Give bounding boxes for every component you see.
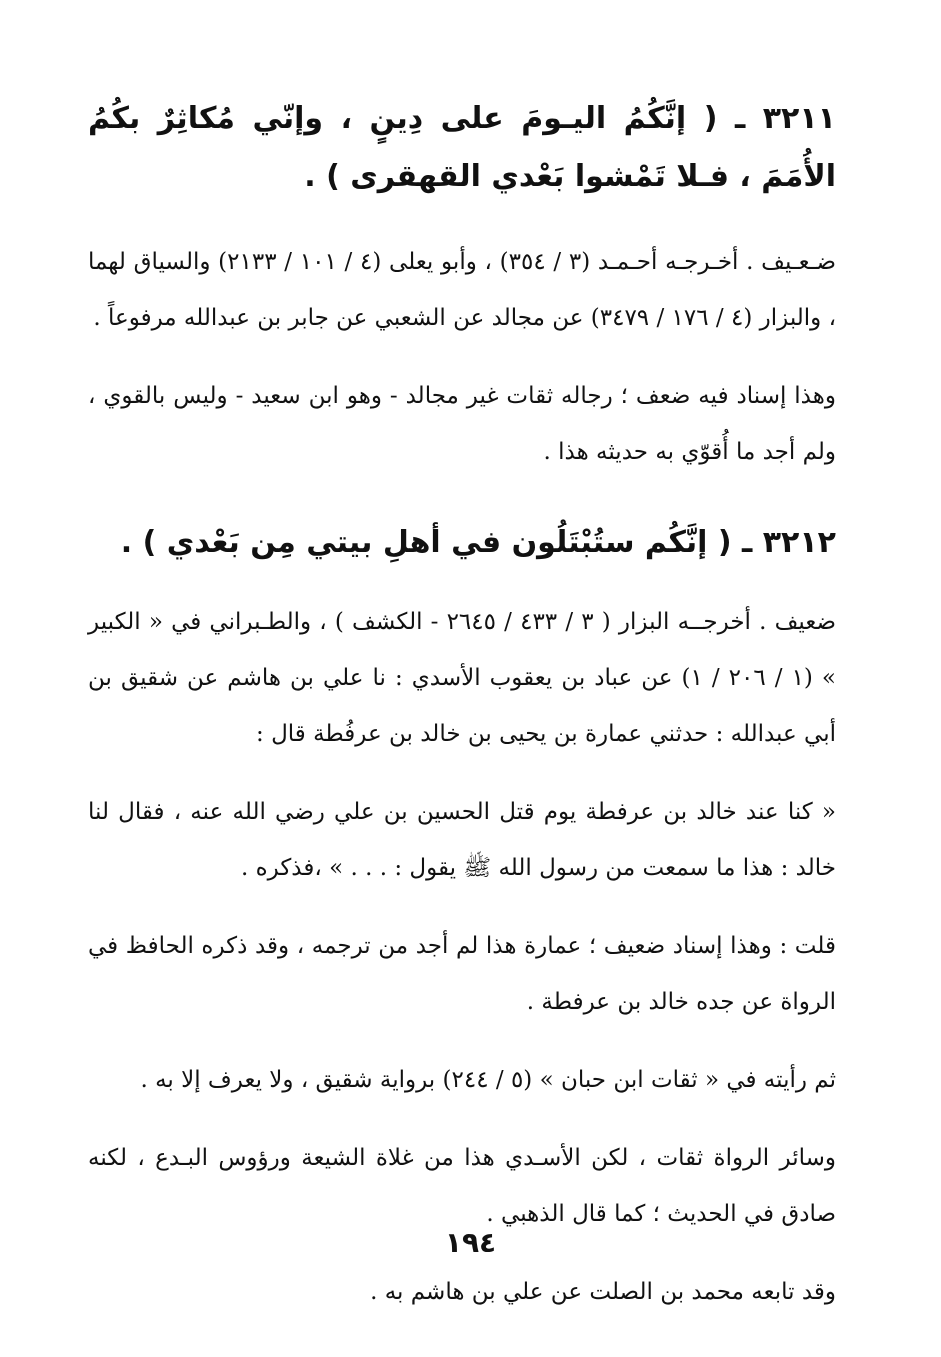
- hadith-3212: ٣٢١٢ ـ ( إنَّكُم ستُبْتَلُون في أهلِ بيتي مِن بَعْدي ) .: [120, 525, 836, 560]
- comment-paragraph: ثم رأيته في « ثقات ابن حبان » (٥ / ٢٤٤) برواية شقيق ، ولا يعرف إلا به .: [140, 1067, 836, 1093]
- narration-paragraph: « كنا عند خالد بن عرفطة يوم قتل الحسين بن علي رضي الله عنه ، فقال لنا خالد : هذا ما سمعت من رسول الله ﷺ يقول : . . . » ،فذكره .: [88, 799, 836, 881]
- page-body: [88, 90, 836, 1320]
- comment-paragraph: وسائر الرواة ثقات ، لكن الأسـدي هذا من غلاة الشيعة ورؤوس البـدع ، لكنه صادق في الحديث ؛ كما قال الذهبي .: [88, 1145, 836, 1227]
- takhrij-paragraph: ضـعـيف . أخـرجـه أحـمـد (٣ / ٣٥٤) ، وأبو يعلى (٤ / ١٠١ / ٢١٣٣) والسياق لهما ، والبزار (٤ / ١٧٦ / ٣٤٧٩) عن مجالد عن الشعبي عن جابر بن عبدالله مرفوعاً .: [88, 249, 837, 331]
- isnad-paragraph: وهذا إسناد فيه ضعف ؛ رجاله ثقات غير مجالد - وهو ابن سعيد - وليس بالقوي ، ولم أجد ما أُقوّي به حديثه هذا .: [88, 383, 836, 465]
- comment-paragraph: قلت : وهذا إسناد ضعيف ؛ عمارة هذا لم أجد من ترجمه ، وقد ذكره الحافظ في الرواة عن جده خالد بن عرفطة .: [88, 933, 836, 1015]
- hadith-3211: ٣٢١١ ـ ( إنَّكُمُ اليـومَ على دِينٍ ، وإنّي مُكاثِرٌ بكُمُ الأُمَمَ ، فـلا تَمْشوا بَعْدي القهقرى ) .: [88, 101, 836, 194]
- takhrij-paragraph: ضعيف . أخرجــه البزار ( ٣ / ٤٣٣ / ٢٦٤٥ - الكشف ) ، والطـبراني في « الكبير » (١ / ٢٠٦ / ١) عن عباد بن يعقوب الأسدي : نا علي بن هاشم عن شقيق بن أبي عبدالله : حدثني عمارة بن يحيى بن خالد بن عرفُطة قال :: [88, 609, 837, 747]
- comment-paragraph: وقد تابعه محمد بن الصلت عن علي بن هاشم به .: [370, 1279, 836, 1305]
- page-number: ١٩٤: [444, 1226, 497, 1259]
